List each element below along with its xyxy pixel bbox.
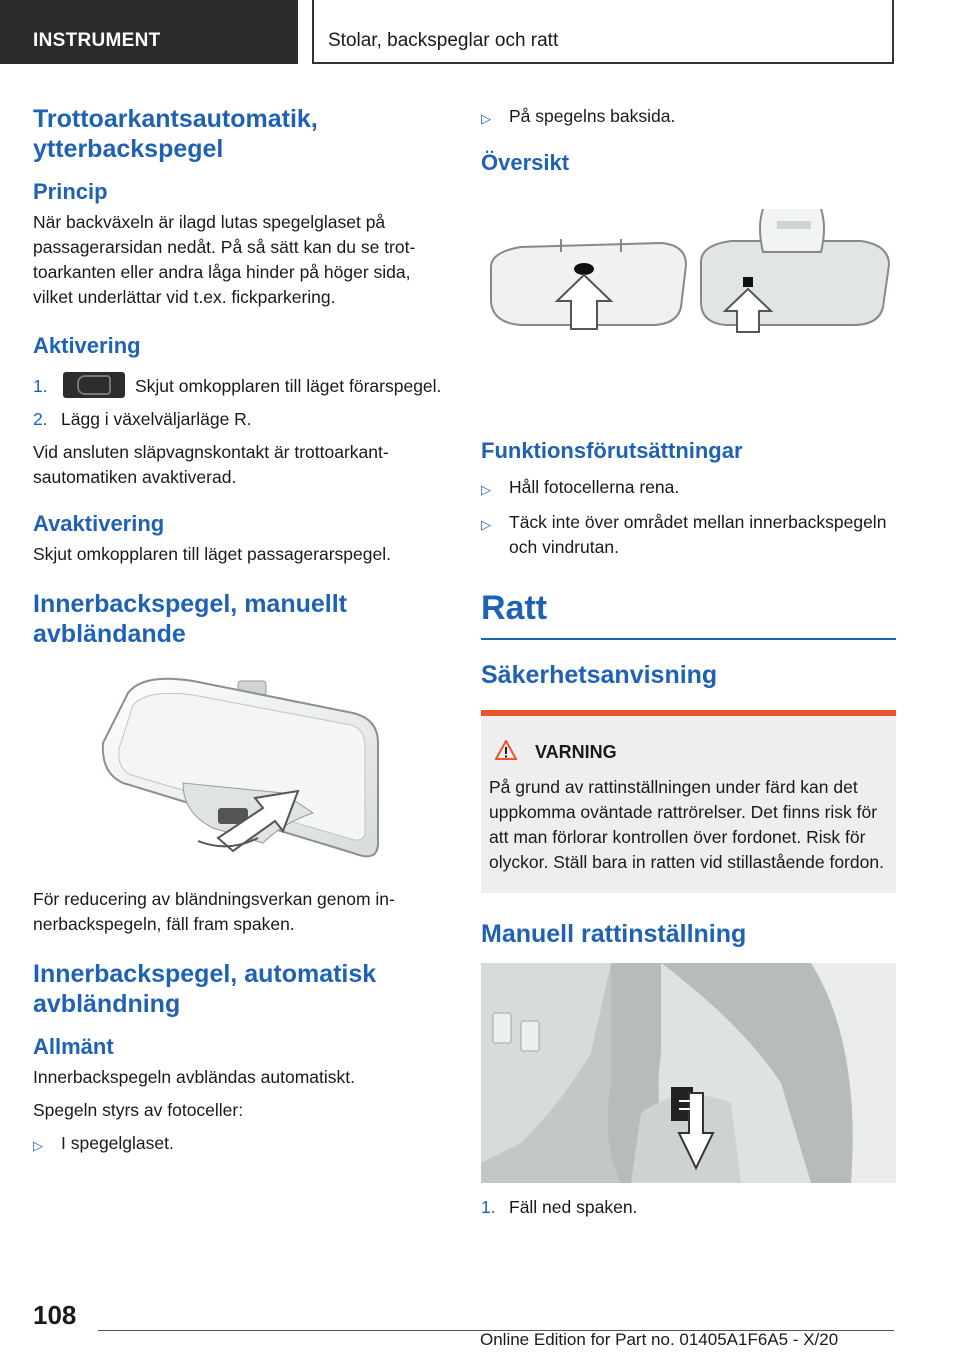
heading-conditions: Funktionsförutsättningar	[481, 438, 743, 463]
heading-general: Allmänt	[33, 1034, 114, 1059]
general-text-1: Innerbackspegeln avbländas automatiskt.	[33, 1067, 356, 1087]
heading-curb-mirror: Trottoarkantsautomatik, ytterbackspegel	[33, 105, 318, 163]
deactivation-text: Skjut omkopplaren till läget passagerarspegel.	[33, 544, 391, 564]
trailer-note: Vid ansluten släpvagnskontakt är trottoarkantsautomatiken avaktiverad.	[33, 442, 389, 487]
principle-text: När backväxeln är ilagd lutas spegelglaset på passagerarsidan nedåt. På så sätt kan du se trottoarkanten eller andra låga hinder på höger sida, vilket underlättar vid t.ex. fickparkering.	[33, 212, 416, 307]
left-column	[33, 100, 448, 1166]
section-divider	[481, 638, 896, 640]
general-text-2: Spegeln styrs av fotoceller:	[33, 1100, 244, 1120]
warning-text: På grund av rattinställningen under färd kan det uppkomma oväntade rattrörelser. Det finns risk för att man förlorar kontrollen över fordonet. Risk för olyckor. Ställ bara in ratten vid stillastående fordon.	[489, 777, 884, 872]
list-item	[33, 1131, 448, 1158]
warning-box	[481, 710, 896, 893]
warning-title: VARNING	[535, 742, 617, 762]
edition-text: Online Edition for Part no. 01405A1F6A5 - X/20	[480, 1330, 839, 1349]
heading-principle: Princip	[33, 179, 108, 204]
list-item	[481, 510, 896, 560]
heading-deactivation: Avaktivering	[33, 511, 165, 536]
step-number: 1.	[481, 1197, 496, 1217]
list-item	[481, 475, 896, 502]
photocell-overview-illustration	[481, 197, 896, 397]
heading-activation: Aktivering	[33, 333, 141, 358]
step-text: Skjut omkopplaren till läget förarspegel.	[135, 376, 442, 396]
page-number: 108	[33, 1300, 77, 1330]
step-text: Lägg i växelväljarläge R.	[61, 409, 252, 429]
heading-overview: Översikt	[481, 150, 570, 175]
steering-lever-photo	[481, 963, 896, 1183]
bullet-triangle-icon: ▷	[33, 1138, 43, 1153]
bullet-triangle-icon: ▷	[481, 517, 491, 532]
mirror-switch-icon	[63, 372, 125, 398]
section-tab: INSTRUMENT	[0, 0, 298, 64]
bullet-text: På spegelns baksida.	[509, 106, 676, 126]
step-text: Fäll ned spaken.	[509, 1197, 638, 1217]
right-column	[481, 100, 896, 1228]
step-number: 2.	[33, 409, 48, 429]
bullet-triangle-icon: ▷	[481, 482, 491, 497]
manual-mirror-illustration	[33, 663, 448, 863]
bullet-text: Håll fotocellerna rena.	[509, 477, 680, 497]
step-number: 1.	[33, 376, 48, 396]
list-item	[33, 374, 448, 399]
manual-dimming-text: För reducering av bländningsverkan genom innerbackspegeln, fäll fram spaken.	[33, 889, 395, 934]
bullet-text: I spegelglaset.	[61, 1133, 174, 1153]
heading-safety: Säkerhetsanvisning	[481, 661, 718, 689]
bullet-triangle-icon: ▷	[481, 111, 491, 126]
list-item	[481, 1195, 896, 1220]
heading-auto-dimming: Innerbackspegel, automatisk avbländning	[33, 960, 377, 1018]
list-item	[33, 407, 448, 432]
warning-triangle-icon	[495, 740, 517, 765]
chapter-title: Stolar, backspeglar och ratt	[312, 0, 894, 64]
heading-manual-dimming: Innerbackspegel, manuellt avbländande	[33, 590, 347, 648]
list-item	[481, 104, 896, 131]
bullet-text: Täck inte över området mellan innerbackspegeln och vindrutan.	[509, 512, 887, 557]
heading-steering-wheel: Ratt	[481, 589, 548, 627]
heading-manual-adjust: Manuell rattinställning	[481, 920, 747, 948]
